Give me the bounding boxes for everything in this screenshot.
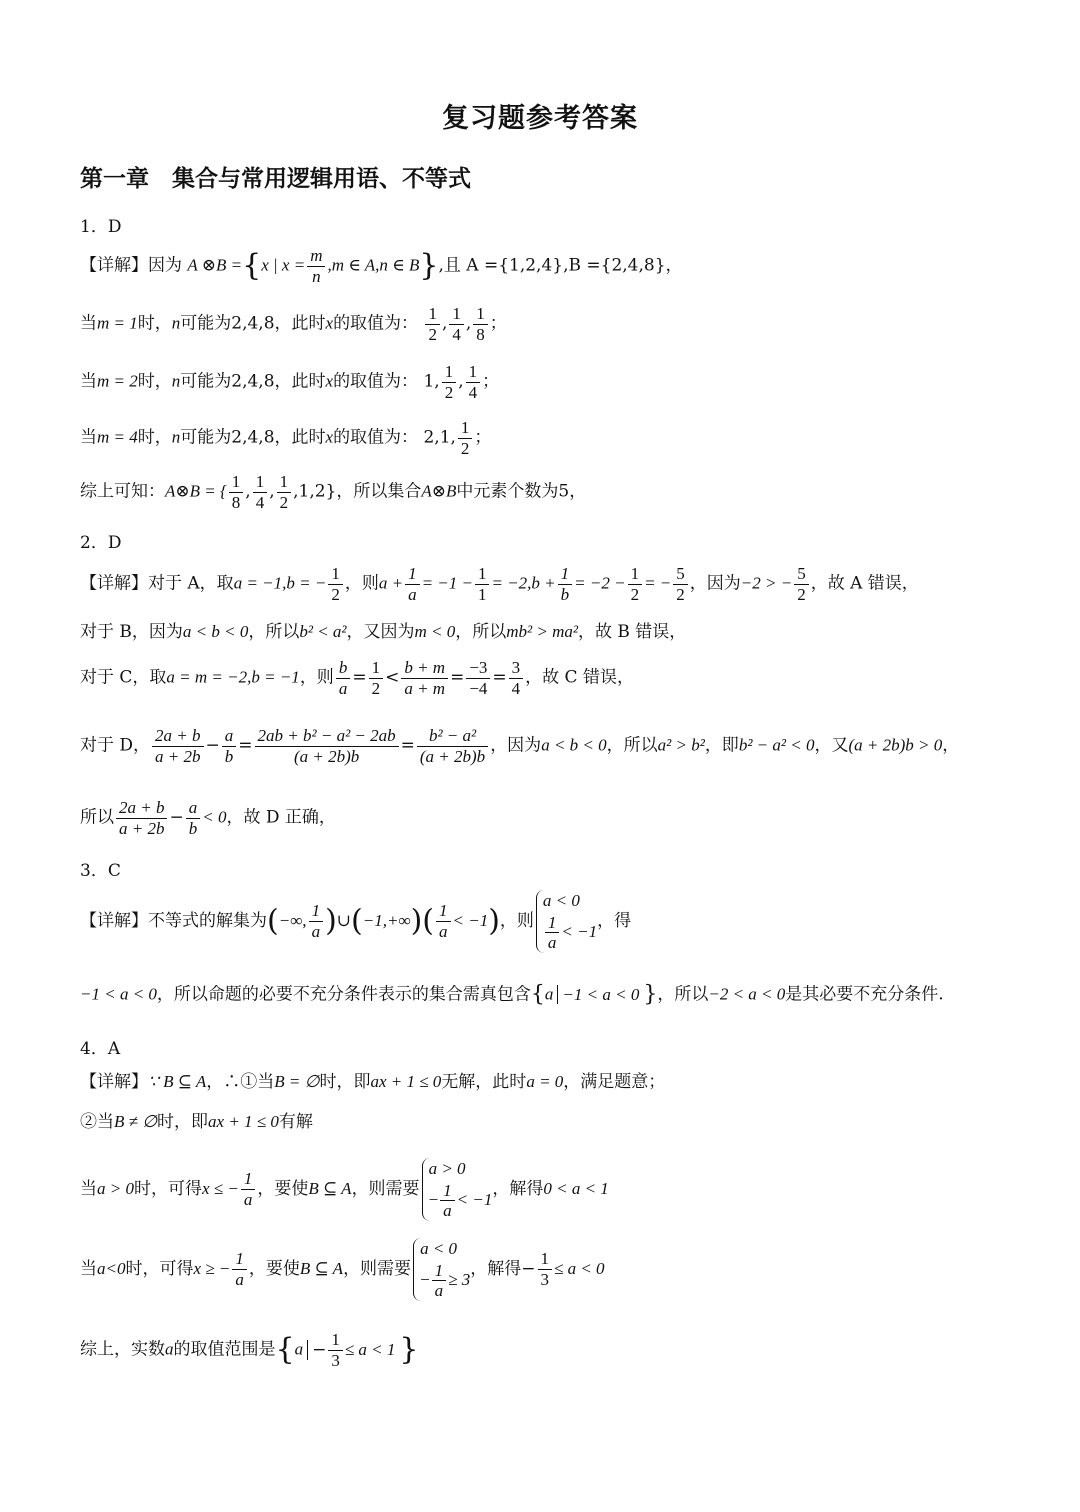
question-3-number: 3．C [80,861,121,881]
fraction: $\frac{1}{2}$ [277,472,292,512]
q3-line-2: −1 < a < 0，所以命题的必要不充分条件表示的集合需真包含{a −1 < a < 0 }，所以−2 < a < 0是其必要不充分条件. [80,982,944,1007]
question-2-number: 2．D [80,533,122,553]
q3-line-1: 【详解】不等式的解集为(−∞, $\frac{1}{a}$ )∪(−1,+∞)( $\frac{1}{a}$ < −1)，则 a < 0 $\frac{1}{a}$ < −1 ，得 [80,891,632,953]
q4-line-4: 当a<0时，可得x ≥ − $\frac{1}{a}$ ，要使B ⊆ A，则需要 a < 0 − $\frac{1}{a}$ ≥ 3 ，解得− $\frac{1}{3}$ ≤ a < 0 [80,1239,605,1301]
case-brace: a < 0 − $\frac{1}{a}$ ≥ 3 [413,1238,470,1301]
fraction: $\frac{1}{2}$ [442,362,457,402]
q4-line-2: ②当B ≠ ∅时，即ax + 1 ≤ 0有解 [80,1112,313,1132]
fraction: $\frac{1}{4}$ [466,362,481,402]
fraction: $\frac{1}{2}$ [458,418,473,458]
q1-line-4: 当m = 4时，n可能为2,4,8，此时x的取值为： 2,1, $\frac{1}{2}$ ； [80,418,492,458]
q2-line-3: 对于 C，取a = m = −2,b = −1，则 $\frac{b}{a}$ = $\frac{1}{2}$ < $\frac{b + m}{a + m}$ = $\frac{-3}{-4}$ = $\frac{3}{4}$ ，故 C 错误， [80,658,634,698]
fraction: $\frac{1}{8}$ [229,472,244,512]
q4-line-5: 综上，实数a的取值范围是{a − $\frac{1}{3}$ ≤ a < 1 } [80,1330,419,1370]
q2-line-2: 对于 B，因为a < b < 0，所以b² < a²，又因为m < 0，所以mb² > ma²，故 B 错误， [80,622,687,642]
case-brace: a > 0 − $\frac{1}{a}$ < −1 [422,1158,493,1221]
fraction: $\frac{m}{n}$ [307,246,325,286]
q1-line-3: 当m = 2时，n可能为2,4,8，此时x的取值为： 1, $\frac{1}{2}$ , $\frac{1}{4}$ ； [80,362,500,402]
q2-line-1: 【详解】对于 A，取a = −1,b = − $\frac{1}{2}$ ，则a + $\frac{1}{a}$ = −1 − $\frac{1}{1}$ = −2,b + $\frac{1}{b}$ = −2 − $\frac{1}{2}$ = − $\frac{5}{2}$ ，因为−2 > − $\frac{5}{2}$ ，故 A 错误， [80,564,919,604]
fraction: $\frac{1}{4}$ [253,472,268,512]
q2-line-4: 对于 D， $\frac{2a + b}{a + 2b}$ − $\frac{a}{b}$ = $\frac{\text{2ab + b² − a² − 2ab}}{(a + 2b)b}$ = $\frac{\text{b² − a²}}{(a + 2b)b}$ ，因为a < b < 0，所以a² > b²，即b² − a² < 0，又(a + 2b)b > 0， [80,726,960,766]
q1-line-2: 当m = 1时，n可能为2,4,8，此时x的取值为： $\frac{1}{2}$ , $\frac{1}{4}$ , $\frac{1}{8}$ ； [80,304,507,344]
q4-line-1: 【详解】∵ B ⊆ A，∴①当B = ∅时，即ax + 1 ≤ 0无解，此时a = 0，满足题意； [80,1072,666,1092]
question-1-number: 1．D [80,217,122,237]
chapter-heading: 第一章 集合与常用逻辑用语、不等式 [80,166,471,192]
question-4-number: 4．A [80,1039,121,1059]
case-brace: a < 0 $\frac{1}{a}$ < −1 [536,890,597,953]
q2-line-5: 所以 $\frac{2a + b}{a + 2b}$ − $\frac{a}{b}$ < 0，故 D 正确， [80,798,336,838]
page-title: 复习题参考答案 [442,103,638,134]
q1-line-1: 【详解】因为 A ⊗B ={x | x = $\frac{m}{n}$ ,m ∈ A,n ∈ B},且 A ={1,2,4},B ={2,4,8}， [80,246,683,286]
q4-line-3: 当a > 0时，可得x ≤ − $\frac{1}{a}$ ，要使B ⊆ A，则需要 a > 0 − $\frac{1}{a}$ < −1 ，解得0 < a < 1 [80,1159,609,1221]
fraction: $\frac{1}{4}$ [449,304,464,344]
fraction: $\frac{1}{2}$ [425,304,440,344]
q1-line-5: 综上可知：A⊗B = { $\frac{1}{8}$ , $\frac{1}{4}$ , $\frac{1}{2}$ ,1,2}，所以集合A⊗B中元素个数为5， [80,472,587,512]
detail-label: 【详解】 [80,255,148,276]
fraction: $\frac{1}{8}$ [473,304,488,344]
